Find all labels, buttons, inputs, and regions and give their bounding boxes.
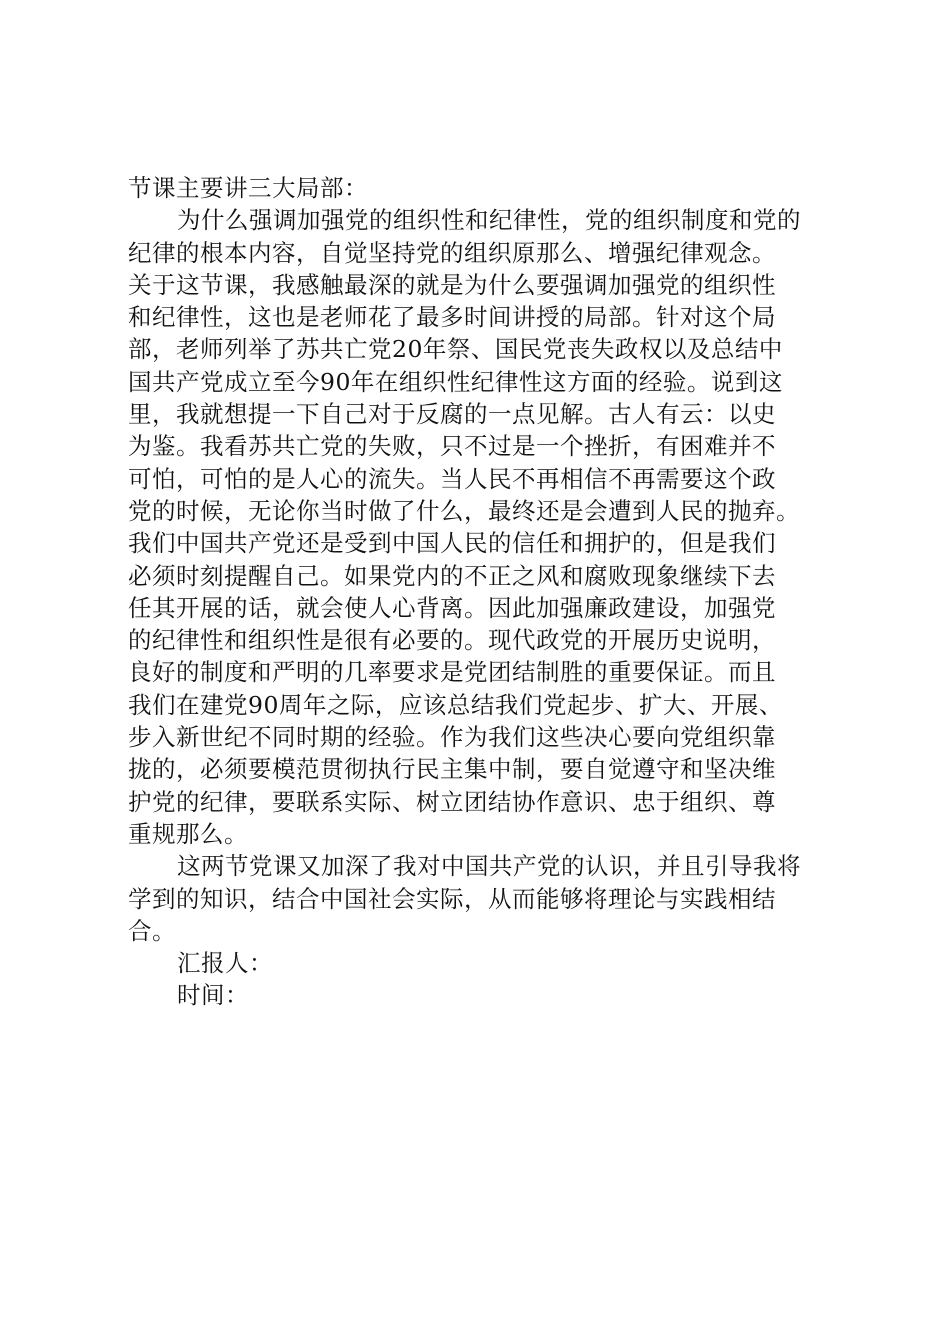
text-line: 为鉴。我看苏共亡党的失败，只不过是一个挫折，有困难并不 — [128, 432, 776, 461]
text-line: 合。 — [128, 916, 176, 945]
text-line: 良好的制度和严明的几率要求是党团结制胜的重要保证。而且 — [128, 658, 776, 687]
reporter-label: 汇报人： — [177, 949, 273, 978]
text-line: 任其开展的话，就会使人心背离。因此加强廉政建设，加强党 — [128, 593, 776, 622]
date-label: 时间： — [177, 981, 249, 1010]
text-line: 学到的知识，结合中国社会实际，从而能够将理论与实践相结 — [128, 884, 776, 913]
paragraph-start-line: 这两节党课又加深了我对中国共产党的认识，并且引导我将 — [177, 852, 801, 881]
text-line: 我们在建党90周年之际，应该总结我们党起步、扩大、开展、 — [128, 690, 783, 719]
text-line: 纪律的根本内容，自觉坚持党的组织原那么、增强纪律观念。 — [128, 238, 776, 267]
text-line: 重规那么。 — [128, 819, 248, 848]
text-line: 党的时候，无论你当时做了什么，最终还是会遭到人民的抛弃。 — [128, 496, 800, 525]
paragraph-start-line: 为什么强调加强党的组织性和纪律性，党的组织制度和党的 — [177, 206, 801, 235]
text-line: 拢的，必须要模范贯彻执行民主集中制，要自觉遵守和坚决维 — [128, 755, 776, 784]
text-line: 我们中国共产党还是受到中国人民的信任和拥护的，但是我们 — [128, 529, 776, 558]
text-line: 部，老师列举了苏共亡党20年祭、国民党丧失政权以及总结中 — [128, 335, 783, 364]
text-line: 可怕，可怕的是人心的流失。当人民不再相信不再需要这个政 — [128, 464, 776, 493]
text-line: 护党的纪律，要联系实际、树立团结协作意识、忠于组织、尊 — [128, 787, 776, 816]
text-line: 的纪律性和组织性是很有必要的。现代政党的开展历史说明， — [128, 626, 776, 655]
text-line: 关于这节课，我感触最深的就是为什么要强调加强党的组织性 — [128, 270, 776, 299]
text-line: 必须时刻提醒自己。如果党内的不正之风和腐败现象继续下去 — [128, 561, 776, 590]
text-line: 里，我就想提一下自己对于反腐的一点见解。古人有云：以史 — [128, 400, 776, 429]
text-line: 和纪律性，这也是老师花了最多时间讲授的局部。针对这个局 — [128, 303, 776, 332]
document-body — [128, 172, 858, 1012]
text-line: 节课主要讲三大局部： — [128, 174, 368, 202]
text-line: 步入新世纪不同时期的经验。作为我们这些决心要向党组织靠 — [128, 723, 776, 752]
text-line: 国共产党成立至今90年在组织性纪律性这方面的经验。说到这 — [128, 367, 783, 396]
